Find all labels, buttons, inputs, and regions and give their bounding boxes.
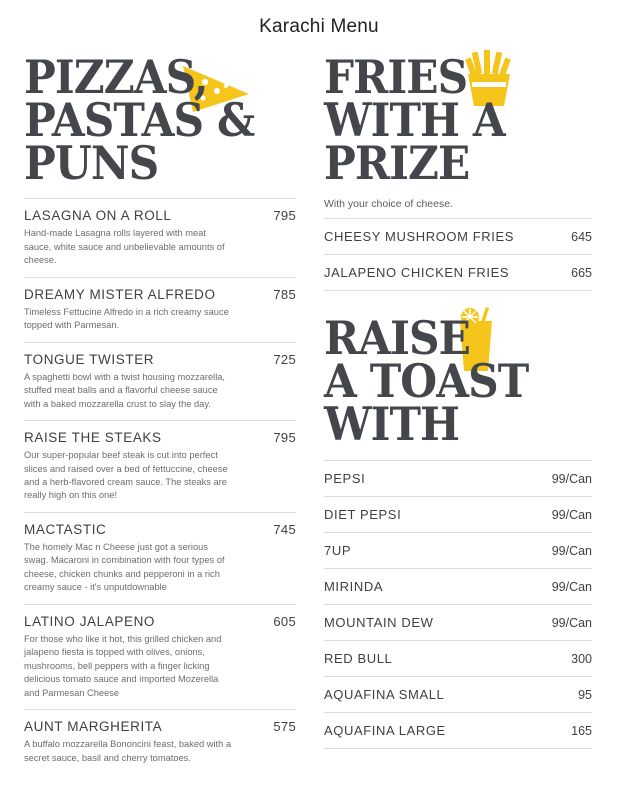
item-name: LASAGNA ON A ROLL — [24, 208, 172, 224]
item-price: 645 — [571, 230, 592, 245]
menu-item[interactable] — [24, 198, 296, 276]
item-price: 575 — [273, 719, 296, 735]
item-price: 165 — [571, 723, 592, 738]
section-heading-pizzas — [24, 50, 296, 190]
item-description: The homely Mac n Cheese just got a serious swag. Macaroni in combination with four types of cheese, chicken chunks and pepperoni in a rich creamy sauce - it's unputdownable — [24, 541, 225, 593]
page-title: Karachi Menu — [259, 16, 379, 37]
heading-line: PRIZE — [324, 135, 470, 190]
item-name: DIET PEPSI — [324, 506, 402, 522]
item-name: TONGUE TWISTER — [24, 351, 155, 367]
heading-line: RAISE — [324, 311, 471, 366]
menu-item[interactable] — [324, 712, 592, 749]
menu-item[interactable] — [324, 640, 592, 676]
item-description: Timeless Fettucine Alfredo in a rich creamy sauce topped with Parmesan. — [24, 306, 229, 331]
item-price: 605 — [273, 613, 296, 629]
item-description: A spaghetti bowl with a twist housing mozzarella, stuffed meat balls and a flavorful cheese sauce with a baked mozzarella crust to slay the day. — [24, 371, 226, 409]
item-description: Hand-made Lasagna rolls layered with meat sauce, white sauce and unbelievable amounts of cheese. — [24, 228, 225, 266]
drinks-item-list — [324, 460, 592, 749]
item-price: 99/Can — [551, 471, 592, 486]
item-price: 795 — [273, 208, 296, 224]
heading-line: FRIES — [324, 50, 468, 104]
menu-item[interactable] — [324, 532, 592, 568]
item-description: For those who like it hot, this grilled chicken and jalapeno fiesta is topped with olives, onions, mushrooms, bell peppers with a finger licking delicious tomato sauce and imported Mozerella and Parmesan Cheese — [24, 633, 222, 698]
item-name: MACTASTIC — [24, 521, 107, 537]
item-name: AQUAFINA LARGE — [324, 722, 446, 738]
item-name: MIRINDA — [324, 578, 384, 594]
item-price: 99/Can — [551, 543, 592, 558]
menu-item[interactable] — [24, 277, 296, 342]
item-price: 745 — [273, 521, 296, 537]
menu-item[interactable] — [24, 512, 296, 604]
menu-item[interactable] — [24, 604, 296, 709]
item-name: AQUAFINA SMALL — [324, 686, 445, 702]
menu-item[interactable] — [324, 604, 592, 640]
menu-item[interactable] — [324, 568, 592, 604]
menu-item[interactable] — [24, 342, 296, 420]
item-price: 99/Can — [551, 579, 592, 594]
menu-item[interactable] — [324, 676, 592, 712]
item-price: 95 — [578, 687, 592, 702]
column-right — [324, 50, 592, 774]
item-name: MOUNTAIN DEW — [324, 614, 434, 630]
item-price: 99/Can — [551, 507, 592, 522]
item-name: 7UP — [324, 542, 352, 558]
item-name: RAISE THE STEAKS — [24, 430, 162, 446]
heading-line: PIZZAS, — [24, 50, 208, 104]
item-description: A buffalo mozzarella Bononcini feast, baked with a secret sauce, basil and cherry tomatoes. — [24, 739, 232, 763]
heading-line: PASTAS & — [24, 92, 255, 147]
menu-item[interactable] — [24, 420, 296, 512]
item-price: 785 — [273, 286, 296, 302]
item-description: Our super-popular beef steak is cut into perfect slices and raised over a bed of fettuccine, cheese and a herb-flavored cream sauce. The steaks are really high on this one! — [24, 450, 228, 501]
menu-item[interactable] — [324, 496, 592, 532]
item-price: 725 — [273, 351, 296, 367]
menu-item[interactable] — [324, 254, 592, 291]
column-left — [24, 50, 296, 774]
fries-note: With your choice of cheese. — [324, 198, 453, 211]
heading-line: WITH — [324, 396, 460, 451]
section-heading-toast — [324, 311, 592, 451]
item-price: 99/Can — [551, 615, 592, 630]
menu-item[interactable] — [324, 218, 592, 254]
item-name: JALAPENO CHICKEN FRIES — [324, 265, 510, 281]
menu-item[interactable] — [24, 709, 296, 774]
item-price: 665 — [571, 266, 592, 281]
item-name: DREAMY MISTER ALFREDO — [24, 286, 216, 302]
heading-line: A TOAST — [324, 354, 529, 409]
item-price: 795 — [273, 430, 296, 446]
pizzas-item-list — [24, 198, 296, 774]
item-name: RED BULL — [324, 650, 393, 666]
item-name: PEPSI — [324, 470, 366, 486]
menu-columns — [0, 38, 638, 774]
heading-line: WITH A — [324, 92, 505, 147]
menu-item[interactable] — [324, 460, 592, 496]
item-name: CHEESY MUSHROOM FRIES — [324, 229, 515, 245]
item-price: 300 — [571, 651, 592, 666]
section-heading-fries — [324, 50, 592, 190]
fries-item-list — [324, 218, 592, 291]
heading-line: PUNS — [24, 135, 159, 190]
item-name: LATINO JALAPENO — [24, 613, 156, 629]
item-name: AUNT MARGHERITA — [24, 719, 163, 735]
